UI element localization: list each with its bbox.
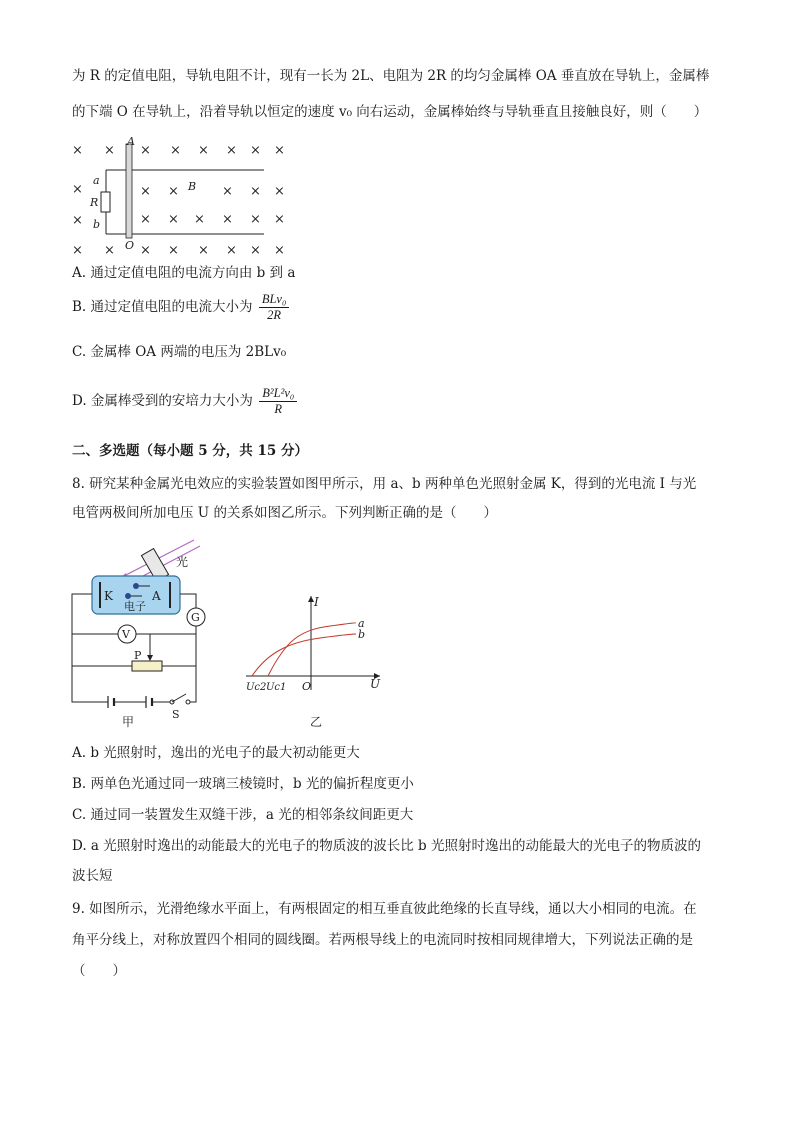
label-origin: O — [302, 680, 312, 693]
label-a: a — [358, 617, 365, 630]
q8-stem-line-1: 8. 研究某种金属光电效应的实验装置如图甲所示，用 a、b 两种单色光照射金属 K，得到的光电流 I 与光 — [72, 476, 697, 492]
svg-text:×: × — [72, 213, 83, 228]
svg-text:×: × — [274, 243, 285, 258]
label-U: U — [370, 677, 381, 691]
svg-text:G: G — [191, 611, 200, 624]
svg-text:×: × — [222, 184, 233, 199]
svg-text:×: × — [226, 243, 237, 258]
q7-stem-line-1: 为 R 的定值电阻，导轨电阻不计，现有一长为 2L、电阻为 2R 的均匀金属棒 OA 垂直放在导轨上，金属棒 — [72, 68, 710, 84]
svg-text:×: × — [140, 184, 151, 199]
q8-option-d-line-1: D. a 光照射时逸出的动能最大的光电子的物质波的波长比 b 光照射时逸出的动能最大的光电子的物质波的 — [72, 838, 701, 854]
svg-text:×: × — [140, 212, 151, 227]
q7-stem-line-2: 的下端 O 在导轨上，沿着导轨以恒定的速度 v₀ 向右运动，金属棒始终与导轨垂直且接触良好，则（ ） — [72, 104, 708, 120]
svg-text:×: × — [222, 212, 233, 227]
svg-text:×: × — [250, 143, 261, 158]
curve-b — [252, 634, 356, 676]
svg-text:×: × — [250, 184, 261, 199]
svg-text:×: × — [72, 243, 83, 258]
q7-figure-rail-rod — [68, 136, 298, 262]
label-A: A — [127, 136, 135, 148]
q7-option-d: D. 金属棒受到的安培力大小为 $\frac{\text{B²L²v₀}}{R}$ — [72, 386, 299, 417]
metal-rod-OA — [126, 144, 132, 238]
rheostat — [132, 661, 162, 671]
q8-stem-line-2: 电管两极间所加电压 U 的关系如图乙所示。下列判断正确的是（ ） — [72, 505, 497, 521]
svg-text:×: × — [140, 243, 151, 258]
wire-rheo-right — [162, 634, 196, 666]
svg-text:×: × — [72, 182, 83, 197]
label-A: A — [152, 589, 161, 603]
q7-option-b-fraction: $\frac{\text{BLv₀}}{2R}$ — [259, 292, 289, 323]
svg-text:×: × — [198, 143, 209, 158]
svg-text:×: × — [194, 212, 205, 227]
label-a: a — [93, 174, 100, 187]
label-b: b — [93, 218, 101, 231]
svg-text:×: × — [274, 212, 285, 227]
q7-option-d-fraction: $\frac{\text{B²L²v₀}}{R}$ — [259, 386, 297, 417]
svg-text:×: × — [274, 184, 285, 199]
caption-jia: 甲 — [122, 715, 135, 729]
q7-option-b: B. 通过定值电阻的电流大小为 $\frac{\text{BLv₀}}{2R}$ — [72, 292, 291, 323]
cross-mark: × — [72, 143, 83, 158]
label-b: b — [358, 628, 366, 641]
svg-text:V: V — [122, 628, 130, 641]
label-O: O — [125, 239, 135, 252]
caption-yi: 乙 — [310, 715, 323, 729]
svg-text:×: × — [250, 212, 261, 227]
svg-text:×: × — [168, 184, 179, 199]
label-I: I — [314, 595, 319, 609]
label-uc2: Uc2 — [246, 682, 267, 693]
electron-dot — [133, 583, 139, 589]
svg-text:×: × — [168, 243, 179, 258]
q8-figure-yi-graph — [240, 590, 390, 730]
q8-figure-jia-circuit — [66, 536, 216, 732]
section-2-heading: 二、多选题（每小题 5 分，共 15 分） — [72, 443, 308, 459]
q9-stem-line-3: （ ） — [72, 963, 126, 979]
svg-text:×: × — [198, 243, 209, 258]
label-uc1: Uc1 — [266, 682, 287, 693]
q7-option-c: C. 金属棒 OA 两端的电压为 2BLv₀ — [72, 344, 287, 360]
q8-option-c: C. 通过同一装置发生双缝干涉，a 光的相邻条纹间距更大 — [72, 807, 414, 823]
svg-text:×: × — [274, 143, 285, 158]
label-K: K — [104, 589, 113, 603]
q8-option-d-line-2: 波长短 — [72, 868, 113, 884]
svg-text:×: × — [140, 143, 151, 158]
svg-text:×: × — [168, 212, 179, 227]
svg-text:×: × — [250, 243, 261, 258]
label-light: 光 — [176, 555, 189, 569]
label-electron: 电子 — [124, 600, 146, 613]
wire-right — [180, 594, 196, 608]
svg-text:×: × — [104, 143, 115, 158]
label-P: P — [134, 649, 142, 662]
svg-text:×: × — [226, 143, 237, 158]
svg-text:×: × — [104, 243, 115, 258]
label-R: R — [90, 196, 99, 209]
q9-stem-line-2: 角平分线上，对称放置四个相同的圆线圈。若两根导线上的电流同时按相同规律增大，下列说法正确的是 — [72, 932, 693, 948]
q7-option-a: A. 通过定值电阻的电流方向由 b 到 a — [72, 265, 296, 281]
svg-text:×: × — [170, 143, 181, 158]
q8-option-a: A. b 光照射时，逸出的光电子的最大初动能更大 — [72, 745, 360, 761]
label-B: B — [188, 180, 197, 193]
q8-option-b: B. 两单色光通过同一玻璃三棱镜时，b 光的偏折程度更小 — [72, 776, 414, 792]
q9-stem-line-1: 9. 如图所示，光滑绝缘水平面上，有两根固定的相互垂直彼此绝缘的长直导线，通以大小相同的电流。在 — [72, 901, 697, 917]
wire-g — [136, 626, 196, 634]
resistor-R — [101, 192, 110, 212]
electron-dot — [125, 593, 131, 599]
label-S: S — [172, 708, 180, 721]
